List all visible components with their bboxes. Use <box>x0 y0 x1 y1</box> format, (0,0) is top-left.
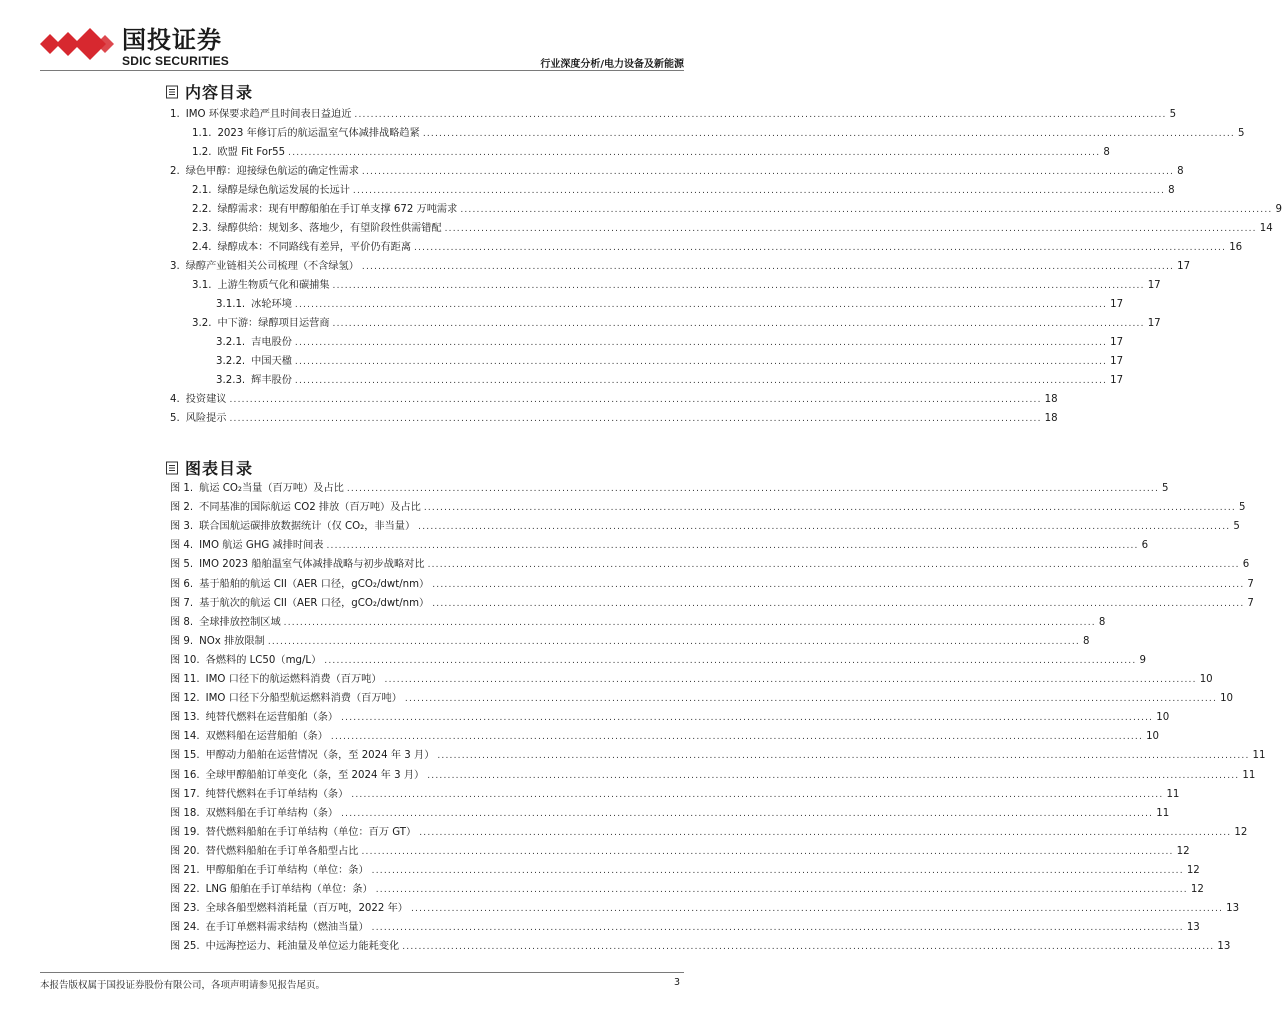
figure-entry-number: 图 9. <box>170 635 194 647</box>
dot-leader: ........................................................................................................................................................................................................ <box>460 205 1273 215</box>
figure-entry-title: IMO 2023 船舶温室气体减排战略与初步战略对比 <box>199 559 425 571</box>
dot-leader: ........................................................................................................................................................................................................ <box>402 942 1215 953</box>
figure-entry-title: 纯替代燃料在运营船舶（条） <box>205 712 339 724</box>
toc-entry-title: 绿醇需求：现有甲醇船舶在手订单支撑 672 万吨需求 <box>217 204 458 215</box>
toc-entry-number: 3.2.3. <box>216 375 246 386</box>
figure-entry[interactable] <box>170 690 1234 706</box>
dot-leader: ........................................................................................................................................................................................................ <box>332 281 1145 291</box>
dot-leader: ........................................................................................................................................................................................................ <box>375 885 1188 896</box>
figure-entry-page: 11 <box>1166 788 1180 800</box>
figure-entry[interactable] <box>170 747 1266 763</box>
figure-entry-number: 图 2. <box>170 502 194 514</box>
figure-entry-title: 联合国航运碳排放数据统计（仅 CO₂，非当量） <box>199 521 416 533</box>
toc-entry-page: 8 <box>1168 185 1175 196</box>
dot-leader: ........................................................................................................................................................................................................ <box>361 262 1175 272</box>
figure-entry-number: 图 19. <box>170 826 200 838</box>
toc-entry-title: 辉丰股份 <box>251 375 292 386</box>
dot-leader: ........................................................................................................................................................................................................ <box>332 319 1145 329</box>
toc-entry-page: 14 <box>1259 223 1273 234</box>
toc-entry-number: 2.1. <box>192 185 212 196</box>
toc-entry-title: 中下游：绿醇项目运营商 <box>217 318 330 329</box>
toc-entry-number: 5. <box>170 413 180 424</box>
toc-entry[interactable] <box>170 410 1058 426</box>
figure-entry[interactable] <box>170 652 1146 668</box>
dot-leader: ........................................................................................................................................................................................................ <box>324 655 1137 666</box>
contents-title: 内容目录 <box>185 83 254 102</box>
toc-entry-title: 风险提示 <box>185 413 227 424</box>
figure-entry[interactable] <box>170 614 1106 630</box>
figure-entry-title: 中远海控运力、耗油量及单位运力能耗变化 <box>205 941 400 953</box>
figure-entry[interactable] <box>170 862 1200 878</box>
toc-entry-title: 冰轮环境 <box>251 299 292 310</box>
toc-entry-page: 17 <box>1110 299 1124 310</box>
toc-entry-title: 上游生物质气化和碳捕集 <box>217 280 330 291</box>
figures-title: 图表目录 <box>185 459 254 478</box>
toc-entry-page: 18 <box>1044 394 1058 405</box>
document-icon <box>165 85 179 99</box>
toc-entry-number: 3.1. <box>192 280 212 291</box>
figure-entry-number: 图 25. <box>170 941 200 953</box>
figure-entry-number: 图 20. <box>170 845 200 857</box>
dot-leader: ........................................................................................................................................................................................................ <box>437 751 1250 762</box>
figure-entry[interactable] <box>170 480 1169 496</box>
figure-entry-page: 11 <box>1252 750 1266 762</box>
dot-leader: ........................................................................................................................................................................................................ <box>427 560 1240 571</box>
toc-entry-number: 1.1. <box>192 128 212 139</box>
figure-entry-number: 图 5. <box>170 559 194 571</box>
toc-entry-page: 8 <box>1103 147 1110 158</box>
dot-leader: ........................................................................................................................................................................................................ <box>288 148 1101 158</box>
figure-entry[interactable] <box>170 767 1256 783</box>
figure-entry-page: 7 <box>1247 578 1254 590</box>
figure-entry-title: 全球甲醇船舶订单变化（条，至 2024 年 3 月） <box>205 769 425 781</box>
dot-leader: ........................................................................................................................................................................................................ <box>352 186 1166 196</box>
figure-entry-page: 11 <box>1156 807 1170 819</box>
toc-entry-title: 绿醇是绿色航运发展的长远计 <box>217 185 350 196</box>
figure-entry-number: 图 11. <box>170 674 200 685</box>
figure-entry-number: 图 16. <box>170 769 200 781</box>
logo-english-text: SDIC SECURITIES <box>122 54 230 68</box>
dot-leader: ........................................................................................................................................................................................................ <box>354 110 1167 120</box>
dot-leader: ........................................................................................................................................................................................................ <box>423 503 1236 514</box>
figure-entry[interactable] <box>170 671 1213 687</box>
figure-entry-page: 11 <box>1242 769 1256 781</box>
toc-entry-number: 2.2. <box>192 204 212 215</box>
dot-leader: ........................................................................................................................................................................................................ <box>404 694 1218 705</box>
figure-entry-page: 12 <box>1234 826 1248 838</box>
figure-entry-page: 7 <box>1247 597 1254 609</box>
figure-entry-number: 图 1. <box>170 483 194 494</box>
toc-entry-title: 绿醇成本：不同路线有差异，平价仍有距离 <box>217 242 412 253</box>
figure-entry-page: 13 <box>1217 941 1231 953</box>
dot-leader: ........................................................................................................................................................................................................ <box>411 904 1224 915</box>
dot-leader: ........................................................................................................................................................................................................ <box>294 376 1108 386</box>
dot-leader: ........................................................................................................................................................................................................ <box>346 484 1160 494</box>
figure-entry-title: 全球排放控制区域 <box>199 616 281 628</box>
toc-entry[interactable] <box>170 315 1161 331</box>
toc-entry[interactable] <box>170 258 1191 274</box>
figure-entry-page: 5 <box>1162 483 1169 494</box>
figures-heading <box>165 456 253 479</box>
dot-leader: ........................................................................................................................................................................................................ <box>361 846 1174 857</box>
figure-entry[interactable] <box>170 938 1231 954</box>
toc-entry[interactable] <box>170 106 1177 122</box>
dot-leader: ........................................................................................................................................................................................................ <box>422 129 1235 139</box>
figure-entry[interactable] <box>170 881 1204 897</box>
toc-entry-page: 17 <box>1110 356 1124 367</box>
figure-entry-title: IMO 口径下的航运燃料消费（百万吨） <box>205 674 382 685</box>
figure-entry[interactable] <box>170 900 1240 916</box>
dot-leader: ........................................................................................................................................................................................................ <box>418 522 1231 533</box>
toc-entry-number: 3. <box>170 261 180 272</box>
figure-entry-title: 不同基准的国际航运 CO2 排放（百万吨）及占比 <box>199 502 421 514</box>
figure-entry-page: 8 <box>1082 635 1090 647</box>
figure-entry-title: 航运 CO₂当量（百万吨）及占比 <box>199 483 344 494</box>
figure-entry[interactable] <box>170 633 1090 649</box>
toc-entry-title: 2023 年修订后的航运温室气体减排战略趋紧 <box>217 128 420 139</box>
document-icon <box>165 461 179 475</box>
page-header <box>0 0 724 70</box>
header-divider <box>40 70 684 71</box>
figure-entry-page: 9 <box>1139 654 1146 666</box>
dot-leader: ........................................................................................................................................................................................................ <box>330 732 1144 743</box>
figure-entry[interactable] <box>170 595 1254 611</box>
toc-entry-page: 17 <box>1147 280 1161 291</box>
figure-entry-page: 13 <box>1226 903 1240 915</box>
figure-entry-number: 图 6. <box>170 578 194 590</box>
dot-leader: ........................................................................................................................................................................................................ <box>384 675 1197 685</box>
figure-entry-number: 图 3. <box>170 521 194 533</box>
figure-entry-number: 图 22. <box>170 884 200 896</box>
toc-entry-number: 3.2. <box>192 318 212 329</box>
figure-entry-number: 图 8. <box>170 616 194 628</box>
toc-entry-page: 17 <box>1110 337 1124 348</box>
figure-entry-page: 10 <box>1199 674 1213 685</box>
figure-entry-page: 6 <box>1242 559 1250 571</box>
figure-entry-title: LNG 船舶在手订单结构（单位：条） <box>205 884 373 896</box>
toc-entry-number: 2.3. <box>192 223 212 234</box>
figure-entry-number: 图 12. <box>170 693 200 705</box>
toc-entry-title: 中国天楹 <box>251 356 292 367</box>
figure-entry[interactable] <box>170 709 1170 725</box>
toc-entry[interactable] <box>170 334 1124 350</box>
toc-entry-number: 3.2.2. <box>216 356 246 367</box>
toc-entry-page: 5 <box>1169 109 1177 120</box>
figure-entry-title: 各燃料的 LC50（mg/L） <box>205 654 322 666</box>
logo-chinese-text: 国投证券 <box>122 26 222 54</box>
toc-entry-number: 1. <box>170 109 180 120</box>
toc-entry-number: 2. <box>170 166 180 177</box>
toc-entry-page: 18 <box>1044 413 1058 424</box>
figure-entry-number: 图 7. <box>170 597 194 609</box>
figure-entry-title: IMO 口径下分船型航运燃料消费（百万吨） <box>205 693 402 705</box>
figure-entry[interactable] <box>170 824 1248 840</box>
dot-leader: ........................................................................................................................................................................................................ <box>283 617 1096 628</box>
report-type-label: 行业深度分析/电力设备及新能源 <box>540 59 684 70</box>
toc-entry-page: 17 <box>1110 375 1124 386</box>
figure-entry-page: 12 <box>1176 845 1190 857</box>
figure-entry[interactable] <box>170 499 1246 515</box>
dot-leader: ........................................................................................................................................................................................................ <box>326 541 1139 552</box>
dot-leader: ........................................................................................................................................................................................................ <box>294 338 1108 348</box>
figure-entry-number: 图 18. <box>170 807 200 819</box>
figure-entry-number: 图 24. <box>170 922 200 934</box>
toc-entry-page: 17 <box>1177 261 1191 272</box>
dot-leader: ........................................................................................................................................................................................................ <box>361 167 1175 177</box>
footer-divider <box>40 972 684 973</box>
figure-entry-number: 图 13. <box>170 712 200 724</box>
figure-entry-title: 甲醇船舶在手订单结构（单位：条） <box>205 865 369 876</box>
dot-leader: ........................................................................................................................................................................................................ <box>371 866 1184 876</box>
dot-leader: ........................................................................................................................................................................................................ <box>371 923 1184 934</box>
dot-leader: ........................................................................................................................................................................................................ <box>341 713 1154 724</box>
toc-entry-page: 16 <box>1229 242 1243 253</box>
toc-entry-number: 3.1.1. <box>216 299 246 310</box>
figure-entry-page: 10 <box>1220 693 1234 705</box>
toc-entry-page: 9 <box>1275 204 1282 215</box>
figure-entry-page: 12 <box>1186 865 1200 876</box>
toc-entry[interactable] <box>170 296 1124 312</box>
dot-leader: ........................................................................................................................................................................................................ <box>444 224 1257 234</box>
figure-entry-number: 图 21. <box>170 865 200 876</box>
toc-entry[interactable] <box>170 125 1245 141</box>
toc-entry-title: 欧盟 Fit For55 <box>217 147 286 158</box>
toc-entry-title: 绿醇供给：规划多、落地少，有望阶段性供需错配 <box>217 223 442 234</box>
figure-entry-number: 图 17. <box>170 788 200 800</box>
toc-entry[interactable] <box>170 353 1124 369</box>
sdic-logo-icon <box>40 24 114 64</box>
toc-entry-title: 投资建议 <box>185 394 227 405</box>
figure-entry-title: 在手订单燃料需求结构（燃油当量） <box>205 922 369 934</box>
figure-entry[interactable] <box>170 576 1254 592</box>
toc-entry[interactable] <box>170 182 1175 198</box>
figure-entry-title: 基于船舶的航运 CII（AER 口径，gCO₂/dwt/nm） <box>199 578 430 590</box>
figure-entry-number: 图 23. <box>170 903 200 915</box>
figure-entry[interactable] <box>170 518 1240 534</box>
toc-entry-title: 绿醇产业链相关公司梳理（不含绿氢） <box>185 261 359 272</box>
figure-entry-title: 替代燃料船舶在手订单各船型占比 <box>205 845 359 857</box>
dot-leader: ........................................................................................................................................................................................................ <box>432 598 1245 609</box>
toc-entry-number: 1.2. <box>192 147 212 158</box>
toc-entry[interactable] <box>170 277 1161 293</box>
toc-entry-page: 5 <box>1237 128 1245 139</box>
figure-entry-title: NOx 排放限制 <box>199 635 265 647</box>
figure-entry-title: 双燃料船在手订单结构（条） <box>205 807 339 819</box>
dot-leader: ........................................................................................................................................................................................................ <box>419 827 1232 838</box>
toc-entry-number: 4. <box>170 394 180 405</box>
figure-entry-number: 图 14. <box>170 731 200 743</box>
figure-entry[interactable] <box>170 805 1170 821</box>
figure-entry-title: IMO 航运 GHG 减排时间表 <box>199 540 324 552</box>
toc-entry-number: 2.4. <box>192 242 212 253</box>
figure-entry-page: 13 <box>1186 922 1200 934</box>
figure-entry[interactable] <box>170 537 1149 553</box>
toc-entry[interactable] <box>170 201 1282 217</box>
dot-leader: ........................................................................................................................................................................................................ <box>341 808 1154 819</box>
dot-leader: ........................................................................................................................................................................................................ <box>229 395 1042 405</box>
figure-entry-page: 10 <box>1156 712 1170 724</box>
copyright-note: 本报告版权属于国投证券股份有限公司，各项声明请参见报告尾页。 <box>40 980 326 991</box>
figure-entry[interactable] <box>170 556 1250 572</box>
toc-entry-title: 绿色甲醇：迎接绿色航运的确定性需求 <box>185 166 359 177</box>
toc-entry-page: 8 <box>1177 166 1184 177</box>
figure-entry-title: 双燃料船在运营船舶（条） <box>205 731 328 743</box>
toc-entry[interactable] <box>170 372 1124 388</box>
figure-entry[interactable] <box>170 843 1190 859</box>
dot-leader: ........................................................................................................................................................................................................ <box>432 579 1245 590</box>
contents-heading <box>165 80 253 103</box>
page-number: 3 <box>673 977 680 988</box>
toc-entry-title: IMO 环保要求趋严且时间表日益迫近 <box>185 109 352 120</box>
dot-leader: ........................................................................................................................................................................................................ <box>229 414 1042 424</box>
figure-entry-number: 图 15. <box>170 750 200 762</box>
toc-entry-page: 17 <box>1147 318 1161 329</box>
figure-entry-page: 5 <box>1233 521 1240 533</box>
dot-leader: ........................................................................................................................................................................................................ <box>414 243 1227 253</box>
figure-entry-page: 8 <box>1098 616 1106 628</box>
toc-entry[interactable] <box>170 391 1058 407</box>
toc-entry-number: 3.2.1. <box>216 337 246 348</box>
toc-entry-title: 吉电股份 <box>251 337 292 348</box>
figure-entry-title: 基于航次的航运 CII（AER 口径，gCO₂/dwt/nm） <box>199 597 430 609</box>
figure-entry-page: 5 <box>1238 502 1246 514</box>
figure-entry-title: 替代燃料船舶在手订单结构（单位：百万 GT） <box>205 826 417 838</box>
dot-leader: ........................................................................................................................................................................................................ <box>294 300 1108 310</box>
dot-leader: ........................................................................................................................................................................................................ <box>294 357 1108 367</box>
figure-entry[interactable] <box>170 919 1200 935</box>
figure-entry-title: 全球各船型燃料消耗量（百万吨，2022 年） <box>205 903 408 915</box>
figure-entry-page: 6 <box>1141 540 1149 552</box>
figure-entry-title: 甲醇动力船舶在运营情况（条，至 2024 年 3 月） <box>205 750 435 762</box>
dot-leader: ........................................................................................................................................................................................................ <box>351 789 1164 800</box>
dot-leader: ........................................................................................................................................................................................................ <box>427 770 1240 781</box>
figure-entry-number: 图 10. <box>170 654 200 666</box>
toc-entry[interactable] <box>170 144 1110 160</box>
figure-entry-page: 12 <box>1190 884 1204 896</box>
toc-entry[interactable] <box>170 220 1273 236</box>
figure-entry-page: 10 <box>1146 731 1160 743</box>
figure-entry-title: 纯替代燃料在手订单结构（条） <box>205 788 349 800</box>
toc-entry[interactable] <box>170 163 1184 179</box>
figure-entry[interactable] <box>170 728 1160 744</box>
toc-entry[interactable] <box>170 239 1243 255</box>
figure-entry[interactable] <box>170 786 1180 802</box>
dot-leader: ........................................................................................................................................................................................................ <box>267 636 1080 647</box>
figure-entry-number: 图 4. <box>170 540 194 552</box>
